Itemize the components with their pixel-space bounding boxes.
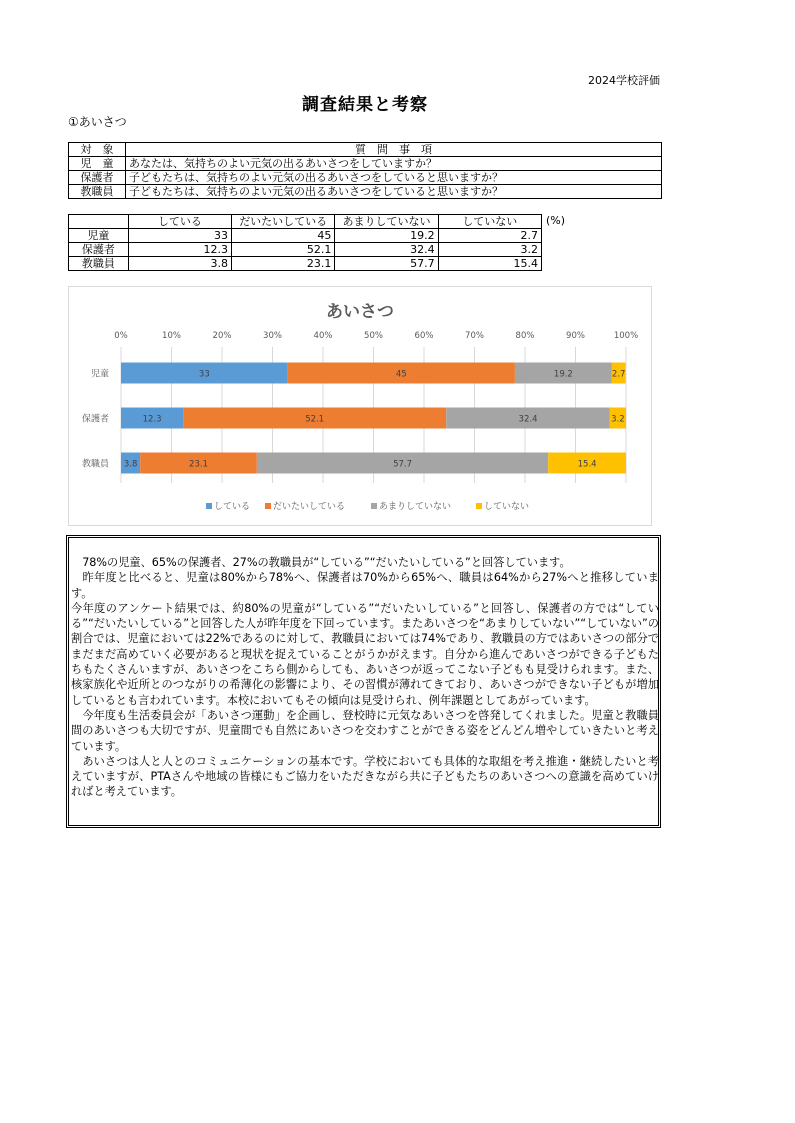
discussion-box: [66, 535, 661, 828]
x-tick-label: 30%: [263, 331, 282, 341]
data-label: 52.1: [305, 414, 325, 425]
discussion-paragraph: あいさつは人と人とのコミュニケーションの基本です。学校においても具体的な取組を考え推進・継続したいと考えていますが、PTAさんや地域の皆様にもご協力をいただきながら共に子どもたちのあいさつへの意識を高めていければと考えています。: [71, 754, 659, 799]
data-label: 32.4: [518, 414, 538, 425]
value-cell: 3.2: [438, 243, 541, 257]
stacked-bar-chart: [69, 287, 651, 525]
x-tick-label: 20%: [212, 331, 232, 341]
x-tick-label: 90%: [566, 331, 585, 341]
x-tick-label: 70%: [465, 331, 484, 341]
result-table-header: [69, 215, 542, 229]
target-cell: 児 童: [69, 157, 126, 171]
discussion-paragraph: 今年度も生活委員会が「あいさつ運動」を企画し、登校時に元気なあいさつを啓発してくれました。児童と教職員間のあいさつも大切ですが、児童間でも自然にあいさつを交わすことができる姿をどんどん増やしていきたいと考えています。: [71, 708, 659, 753]
section-label: ①あいさつ: [68, 115, 127, 129]
data-label: 12.3: [142, 414, 162, 425]
legend-swatch: [476, 503, 482, 509]
x-tick-label: 0%: [114, 331, 128, 341]
question-cell: あなたは、気持ちのよい元気の出るあいさつをしていますか？: [126, 157, 662, 171]
legend-swatch: [265, 503, 271, 509]
result-row-staff: [69, 257, 542, 271]
data-label: 3.8: [123, 459, 138, 470]
data-label: 33: [198, 369, 210, 380]
category-label: 児童: [90, 369, 109, 380]
value-cell: 15.4: [438, 257, 541, 271]
x-tick-label: 80%: [515, 331, 535, 341]
value-cell: 33: [128, 229, 231, 243]
x-tick-label: 50%: [364, 331, 383, 341]
question-row-staff: [69, 185, 662, 199]
school-evaluation-label: 2024学校評価: [588, 74, 660, 87]
row-label: 児童: [69, 229, 129, 243]
legend-label: していない: [484, 502, 530, 512]
result-row-parents: [69, 243, 542, 257]
question-cell: 子どもたちは、気持ちのよい元気の出るあいさつをしていると思いますか？: [126, 185, 662, 199]
target-header: 対 象: [69, 143, 126, 157]
percent-unit-label: (%): [546, 214, 566, 227]
chart-container: [68, 286, 652, 526]
legend-label: だいたいしている: [273, 502, 346, 512]
value-cell: 2.7: [438, 229, 541, 243]
legend-label: あまりしていない: [379, 502, 452, 512]
question-row-students: [69, 157, 662, 171]
x-tick-label: 60%: [414, 331, 434, 341]
page-title: 調査結果と考察: [302, 95, 428, 115]
column-header: あまりしていない: [335, 215, 438, 229]
data-label: 23.1: [189, 459, 208, 470]
question-cell: 子どもたちは、気持ちのよい元気の出るあいさつをしていると思いますか？: [126, 171, 662, 185]
legend-swatch: [371, 503, 377, 509]
data-label: 15.4: [577, 459, 597, 470]
x-tick-label: 100%: [613, 331, 639, 341]
question-table: [68, 142, 662, 199]
row-label: 保護者: [69, 243, 129, 257]
question-row-parents: [69, 171, 662, 185]
question-header: 質 問 事 項: [126, 143, 662, 157]
row-label: 教職員: [69, 257, 129, 271]
result-row-students: [69, 229, 542, 243]
question-table-header: [69, 143, 662, 157]
target-cell: 保護者: [69, 171, 126, 185]
value-cell: 32.4: [335, 243, 438, 257]
result-table: [68, 214, 542, 271]
value-cell: 19.2: [335, 229, 438, 243]
data-label: 19.2: [553, 369, 573, 380]
data-label: 3.2: [611, 414, 625, 425]
x-tick-label: 10%: [162, 331, 181, 341]
discussion-text: [71, 555, 659, 800]
value-cell: 57.7: [335, 257, 438, 271]
value-cell: 45: [232, 229, 335, 243]
value-cell: 12.3: [128, 243, 231, 257]
column-header: している: [128, 215, 231, 229]
category-label: 保護者: [81, 414, 109, 425]
data-label: 2.7: [611, 369, 626, 380]
x-tick-label: 40%: [313, 331, 333, 341]
data-label: 45: [395, 369, 407, 380]
empty-header-cell: [69, 215, 129, 229]
discussion-paragraph: 今年度のアンケート結果では、約80%の児童が“している”“だいたいしている”と回答し、保護者の方では“している”“だいたいしている”と回答した人が昨年度を下回っています。またあいさつを“あまりしていない”“していない”の割合では、児童においては22%であるのに対して、教職員においては74%であり、教職員の方ではあいさつの部分でまだまだ高めていく必要があると現状を捉えていることがうかがえます。自分から進んであいさつができる子どもたちもたくさんいますが、あいさつをこちら側からしても、あいさつが返ってこない子どもも見受けられます。また、核家族化や近所とのつながりの希薄化の影響により、その習慣が薄れてきており、あいさつができない子どもが増加しているとも言われています。本校においてもその傾向は見受けられ、例年課題としてあがっています。: [71, 601, 659, 707]
discussion-paragraph: 昨年度と比べると、児童は80%から78%へ、保護者は70%から65%へ、職員は64%から27%へと推移しています。: [71, 571, 659, 600]
value-cell: 23.1: [232, 257, 335, 271]
target-cell: 教職員: [69, 185, 126, 199]
value-cell: 52.1: [232, 243, 335, 257]
legend-swatch: [206, 503, 212, 509]
legend-label: している: [214, 502, 251, 512]
column-header: だいたいしている: [232, 215, 335, 229]
category-label: 教職員: [81, 459, 109, 470]
value-cell: 3.8: [128, 257, 231, 271]
discussion-paragraph: 78%の児童、65%の保護者、27%の教職員が“している”“だいたいしている”と回答しています。: [71, 556, 571, 569]
chart-title: あいさつ: [326, 302, 394, 322]
column-header: していない: [438, 215, 541, 229]
data-label: 57.7: [393, 459, 413, 470]
